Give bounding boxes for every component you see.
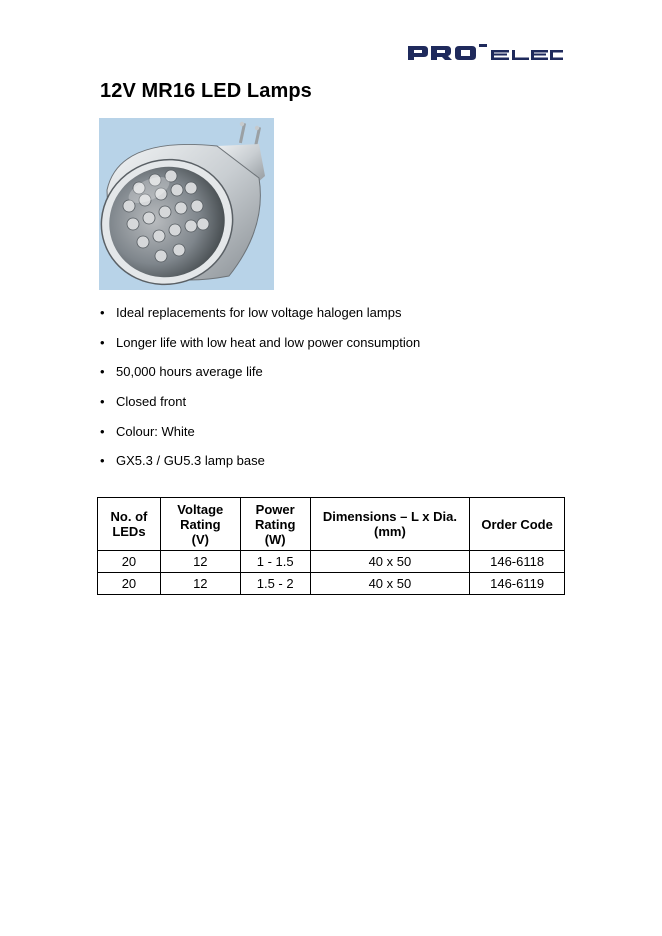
cell-leds: 20 [98,573,161,595]
logo-letter-7 [550,50,563,60]
bullet-icon: • [100,334,105,350]
logo-letter-3 [479,44,487,47]
list-item: • Closed front [100,394,187,410]
list-item: • Longer life with low heat and low power consumption [100,334,421,350]
list-item: • 50,000 hours average life [100,364,263,380]
pro-elec-logo-icon [408,42,563,64]
brand-logo [408,42,563,64]
bullet-icon: • [100,423,105,439]
feature-list [100,303,420,481]
cell-voltage: 12 [160,573,240,595]
bullet-icon: • [100,453,105,469]
cell-leds: 20 [98,551,161,573]
table-header-row [98,498,565,551]
cell-power: 1.5 - 2 [240,573,310,595]
table-row [98,551,565,573]
list-item: • Colour: White [100,423,195,439]
list-item: • Ideal replacements for low voltage halogen lamps [100,305,402,320]
table-row [98,573,565,595]
logo-letter-6 [531,50,548,60]
logo-letter-5 [512,50,529,60]
cell-dimensions: 40 x 50 [310,551,470,573]
header-power: Power Rating (W) [240,498,310,551]
product-image [99,118,274,290]
page-title: 12V MR16 LED Lamps [100,80,312,102]
logo-letter-4 [491,50,509,60]
spec-table [97,497,565,595]
bullet-icon: • [100,394,105,410]
cell-order-code: 146-6118 [470,551,565,573]
header-leds: No. of LEDs [98,498,161,551]
mr16-lamp-image [99,118,274,290]
cell-order-code: 146-6119 [470,573,565,595]
cell-power: 1 - 1.5 [240,551,310,573]
cell-dimensions: 40 x 50 [310,573,470,595]
logo-letter-0 [408,46,428,60]
header-dimensions: Dimensions – L x Dia. (mm) [310,498,470,551]
cell-voltage: 12 [160,551,240,573]
header-voltage: Voltage Rating (V) [160,498,240,551]
header-order-code: Order Code [470,498,565,551]
bullet-icon: • [100,364,105,380]
list-item: • GX5.3 / GU5.3 lamp base [100,453,265,469]
logo-letter-1 [431,46,452,60]
logo-letter-2 [455,46,476,60]
bullet-icon: • [100,305,105,320]
